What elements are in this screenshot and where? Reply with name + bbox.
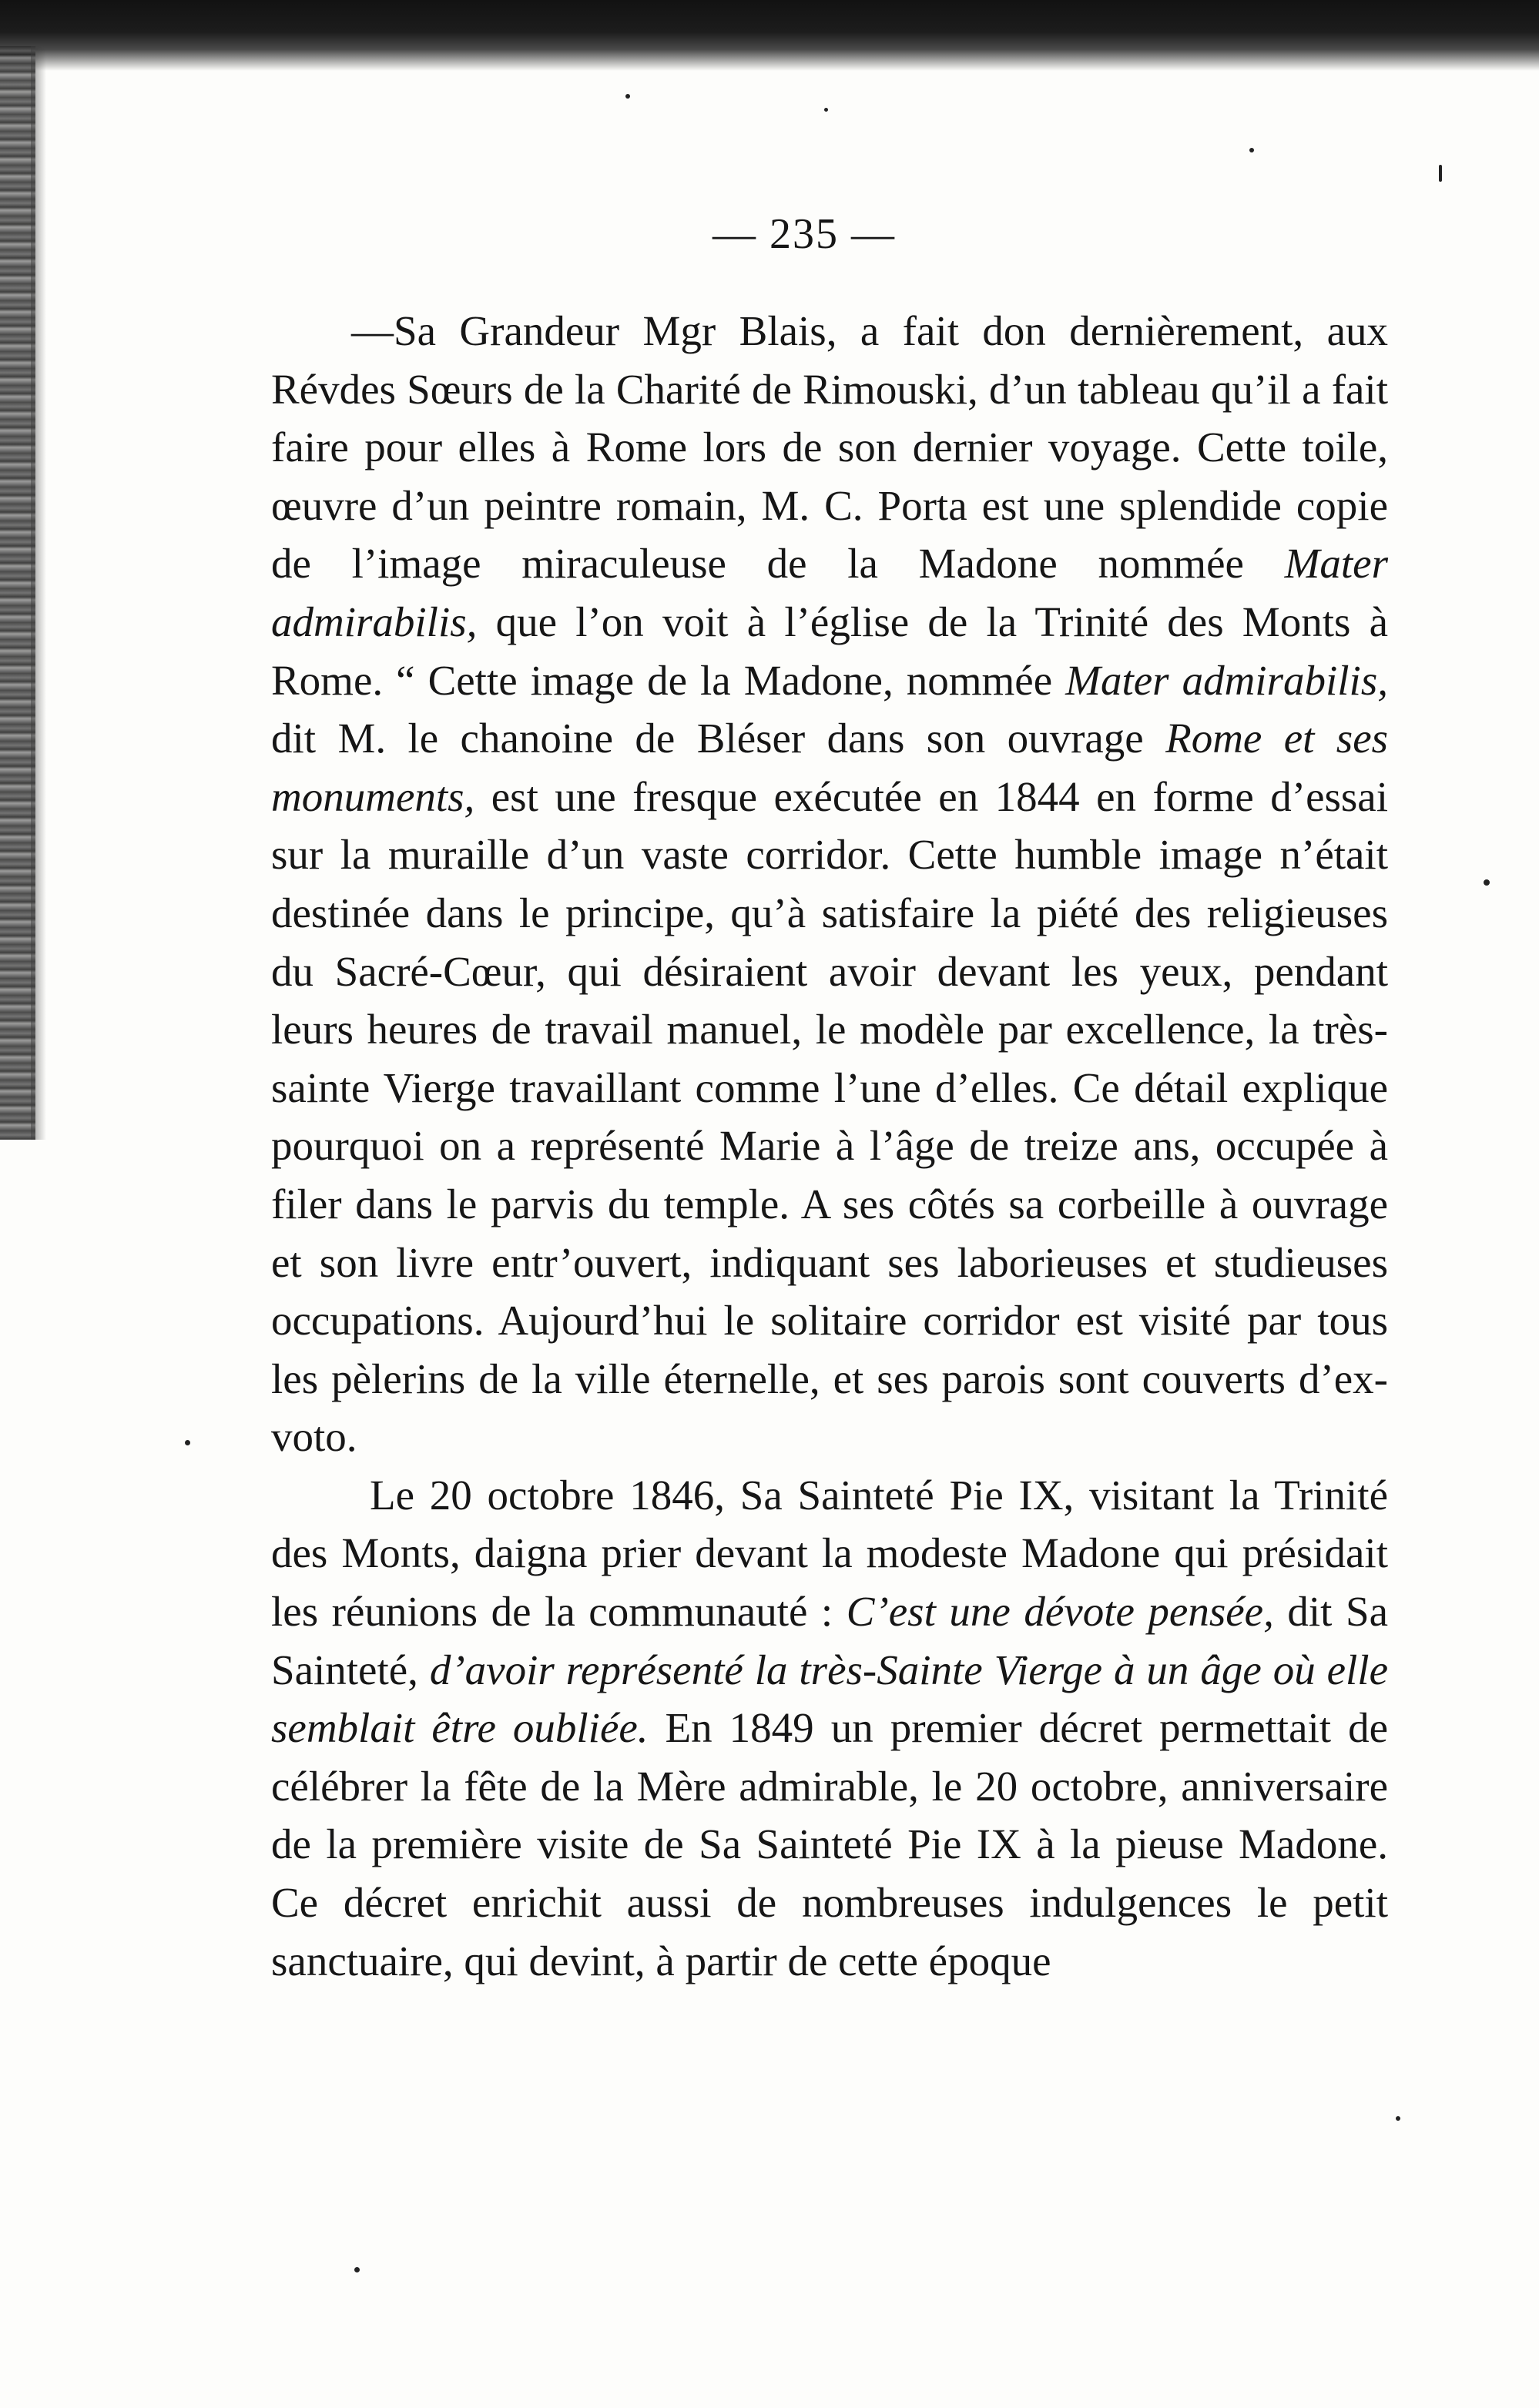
text-run: que l’on voit à l’église de la Trinité des Monts à Rome. “ Cette image de la Madone, nommée [271, 598, 1388, 704]
scan-speck [1439, 165, 1442, 182]
scan-speck [185, 1440, 190, 1445]
page-number: — 235 — [712, 210, 896, 258]
paragraph [271, 1466, 1388, 1990]
scan-speck [824, 108, 828, 112]
paragraph [271, 302, 1388, 1466]
text-run: En 1849 un premier décret permettait de célébrer la fête de la Mère admirable, le 20 octobre, anniversaire de la première visite de Sa Sainteté Pie IX à la pieuse Madone. Ce décret enrichit aussi de nombreuses indulgences le petit sanctuaire, qui devint, à partir de cette époque [271, 1704, 1388, 1984]
italic-run: d’avoir représenté la très-Sainte Vierge à un âge où elle semblait être oubliée. [271, 1646, 1388, 1752]
italic-run: Mater admirabilis, [271, 540, 1388, 645]
scan-speck [1249, 148, 1254, 152]
italic-run: C’est une dévote pensée, [846, 1588, 1274, 1636]
scan-top-edge [0, 0, 1539, 71]
text-run: Le 20 octobre 1846, Sa Sainteté Pie IX, visitant la Trinité des Monts, daigna prier devant la modeste Madone qui présidait les réunions de la communauté : [271, 1471, 1388, 1636]
text-run: —Sa Grandeur Mgr Blais, a fait don dernièrement, aux Révdes Sœurs de la Charité de Rimouski, d’un tableau qu’il a fait faire pour elles à Rome lors de son dernier voyage. Cette toile, œuvre d’un peintre romain, M. C. Porta est une splendide copie de l’image miraculeuse de la Madone nommée [271, 307, 1388, 588]
scan-speck [1484, 879, 1490, 886]
italic-run: Rome et ses monuments, [271, 715, 1389, 820]
text-run: dit M. le chanoine de Bléser dans son ouvrage [271, 715, 1166, 762]
scan-speck [1396, 2116, 1400, 2121]
body-text [271, 302, 1388, 1990]
scan-speck [354, 2267, 360, 2272]
scan-speck [625, 94, 630, 99]
text-run: dit Sa Sainteté, [271, 1588, 1388, 1693]
italic-run: Mater admirabilis, [1065, 656, 1388, 704]
text-run: est une fresque exécutée en 1844 en forme d’essai sur la muraille d’un vaste corridor. Cette humble image n’était destinée dans le principe, qu’à satisfaire la piété des religieuses du Sacré-Cœur, qui désiraient avoir devant les yeux, pendant leurs heures de travail manuel, le modèle par excellence, la très-sainte Vierge travaillant comme l’une d’elles. Ce détail explique pourquoi on a représenté Marie à l’âge de treize ans, occupée à filer dans le parvis du temple. A ses côtés sa corbeille à ouvrage et son livre entr’ouvert, indiquant ses laborieuses et studieuses occupations. Aujourd’hui le solitaire corridor est visité par tous les pèlerins de la ville éternelle, et ses parois sont couverts d’ex-voto. [271, 772, 1388, 1461]
